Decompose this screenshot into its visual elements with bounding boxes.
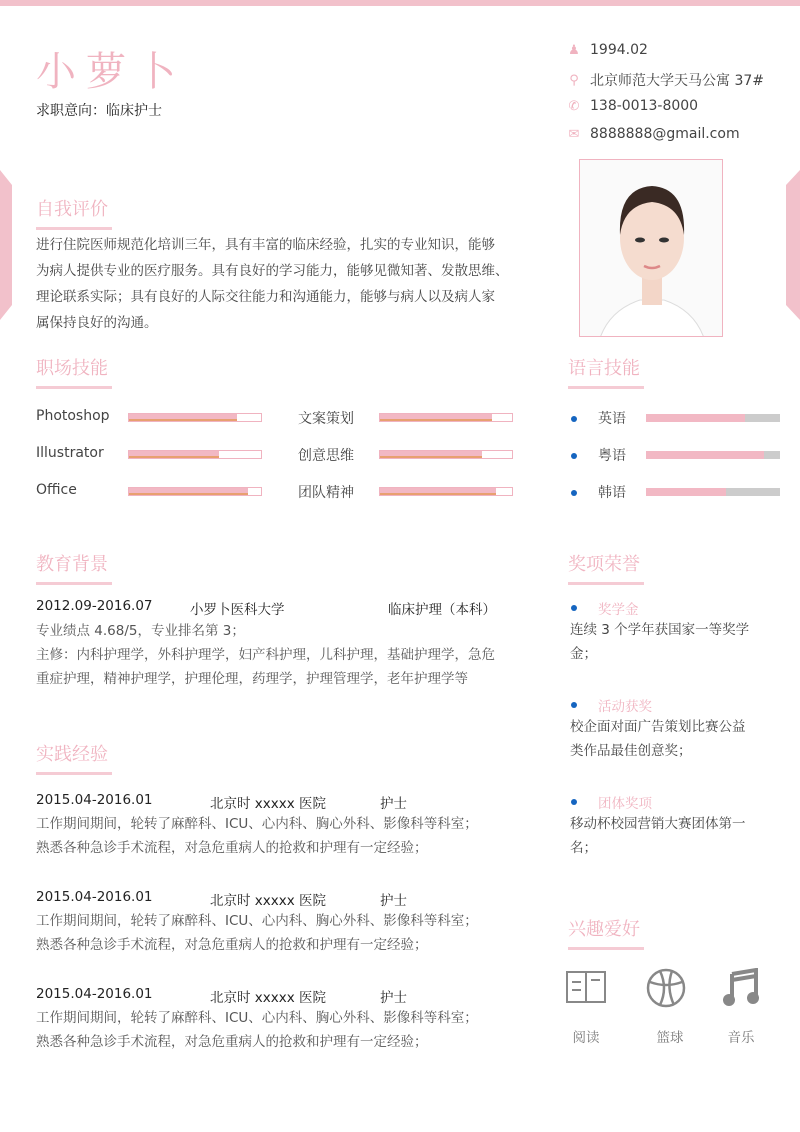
award-title: 活动获奖 <box>598 699 652 715</box>
text-line: 为病人提供专业的医疗服务。具有良好的学习能力，能够见微知著、发散思维、 <box>36 263 509 279</box>
language-label: 韩语 <box>598 485 626 501</box>
bullet-icon <box>571 702 577 708</box>
skill-label: Illustrator <box>36 445 104 461</box>
skill-bar-fill <box>380 414 492 421</box>
exp-detail: 工作期间期间，轮转了麻醉科、ICU、心内科、胸心外科、影像科等科室； <box>36 816 478 832</box>
skill-label: 创意思维 <box>298 448 354 464</box>
text-line: 理论联系实际；具有良好的人际交往能力和沟通能力，能够与病人以及病人家 <box>36 289 495 305</box>
skill-bar-fill <box>380 488 496 495</box>
hobby-label: 篮球 <box>656 1030 684 1046</box>
phone-text: 138-0013-8000 <box>590 98 699 114</box>
edu-details <box>36 619 526 691</box>
language-bar-fill <box>646 488 726 496</box>
section-title-education: 教育背景 <box>36 550 112 585</box>
address-text: 北京师范大学天马公寓 37# <box>590 73 764 89</box>
skill-label: Office <box>36 482 77 498</box>
contact-address <box>566 70 764 90</box>
exp-detail: 熟悉各种急诊手术流程，对急危重病人的抢救和护理有一定经验； <box>36 937 428 953</box>
language-label: 英语 <box>598 411 626 427</box>
book-icon <box>566 970 606 1004</box>
award-detail: 连续 3 个学年获国家一等奖学 <box>570 622 750 638</box>
self-eval-text <box>36 232 526 336</box>
text-line: 属保持良好的沟通。 <box>36 315 158 331</box>
bullet-icon <box>571 416 577 422</box>
job-intent-label: 求职意向： <box>36 103 106 119</box>
top-accent-bar <box>0 0 800 6</box>
contact-phone <box>566 98 698 114</box>
skill-bar <box>128 450 262 459</box>
section-title-hobbies: 兴趣爱好 <box>568 915 644 950</box>
exp-role: 护士 <box>380 990 407 1006</box>
language-bar <box>646 488 780 496</box>
skill-bar-fill <box>129 414 237 421</box>
hobby-reading <box>566 970 606 1008</box>
section-title-self-eval: 自我评价 <box>36 195 112 230</box>
skill-bar-fill <box>380 451 482 458</box>
section-title-awards: 奖项荣誉 <box>568 550 644 585</box>
award-title: 团体奖项 <box>598 796 652 812</box>
language-bar <box>646 451 780 459</box>
edu-period: 2012.09-2016.07 <box>36 598 153 614</box>
email-text: 8888888@gmail.com <box>590 126 740 142</box>
hobby-label: 音乐 <box>727 1030 755 1046</box>
award-detail: 移动杯校园营销大赛团体第一 <box>570 816 746 832</box>
music-icon <box>722 968 762 1008</box>
job-intent <box>36 100 162 120</box>
location-pin-icon: ⚲ <box>569 72 579 88</box>
candidate-name: 小萝卜 <box>36 49 186 95</box>
section-title-skills: 职场技能 <box>36 354 112 389</box>
skill-bar <box>128 487 262 496</box>
exp-role: 护士 <box>380 796 407 812</box>
skill-label: 团队精神 <box>298 485 354 501</box>
text-line: 主修：内科护理学，外科护理学，妇产科护理，儿科护理，基础护理学，急危 <box>36 647 495 663</box>
award-detail: 名； <box>570 840 597 856</box>
skill-bar-fill <box>129 451 219 458</box>
text-line: 进行住院医师规范化培训三年，具有丰富的临床经验，扎实的专业知识，能够 <box>36 237 495 253</box>
job-intent-value: 临床护士 <box>106 103 162 119</box>
left-decoration <box>0 170 12 320</box>
language-label: 粤语 <box>598 448 626 464</box>
skill-bar <box>128 413 262 422</box>
exp-detail: 工作期间期间，轮转了麻醉科、ICU、心内科、胸心外科、影像科等科室； <box>36 1010 478 1026</box>
skill-bar-fill <box>129 488 248 495</box>
contact-birth <box>566 42 648 58</box>
skill-label: Photoshop <box>36 408 110 424</box>
language-bar-fill <box>646 451 764 459</box>
award-detail: 金； <box>570 646 597 662</box>
profile-photo <box>579 159 723 337</box>
skill-bar <box>379 450 513 459</box>
bullet-icon <box>571 605 577 611</box>
bullet-icon <box>571 799 577 805</box>
contact-email <box>566 126 740 142</box>
exp-org: 北京时 xxxxx 医院 <box>210 893 327 909</box>
phone-icon: ✆ <box>568 98 580 114</box>
birth-text: 1994.02 <box>590 42 648 58</box>
edu-major: 临床护理（本科） <box>388 602 496 618</box>
bullet-icon <box>571 490 577 496</box>
section-title-experience: 实践经验 <box>36 740 112 775</box>
award-title: 奖学金 <box>598 602 639 618</box>
skill-bar <box>379 487 513 496</box>
exp-detail: 熟悉各种急诊手术流程，对急危重病人的抢救和护理有一定经验； <box>36 840 428 856</box>
bullet-icon <box>571 453 577 459</box>
text-line: 重症护理，精神护理学，护理伦理，药理学，护理管理学，老年护理学等 <box>36 671 468 687</box>
exp-org: 北京时 xxxxx 医院 <box>210 796 327 812</box>
person-icon: ♟ <box>568 42 580 58</box>
right-decoration <box>786 170 800 320</box>
hobby-label: 阅读 <box>572 1030 600 1046</box>
text-line: 专业绩点 4.68/5，专业排名第 3； <box>36 623 245 639</box>
award-detail: 类作品最佳创意奖； <box>570 743 692 759</box>
exp-detail: 熟悉各种急诊手术流程，对急危重病人的抢救和护理有一定经验； <box>36 1034 428 1050</box>
mail-icon: ✉ <box>568 126 580 142</box>
exp-period: 2015.04-2016.01 <box>36 792 153 808</box>
skill-bar <box>379 413 513 422</box>
skill-label: 文案策划 <box>298 411 354 427</box>
hobby-basketball <box>646 968 686 1012</box>
language-bar-fill <box>646 414 745 422</box>
exp-detail: 工作期间期间，轮转了麻醉科、ICU、心内科、胸心外科、影像科等科室； <box>36 913 478 929</box>
hobby-music <box>722 968 762 1012</box>
edu-school: 小罗卜医科大学 <box>190 602 285 618</box>
basketball-icon <box>646 968 686 1008</box>
section-title-languages: 语言技能 <box>568 354 644 389</box>
exp-period: 2015.04-2016.01 <box>36 986 153 1002</box>
language-bar <box>646 414 780 422</box>
exp-role: 护士 <box>380 893 407 909</box>
exp-period: 2015.04-2016.01 <box>36 889 153 905</box>
exp-org: 北京时 xxxxx 医院 <box>210 990 327 1006</box>
award-detail: 校企面对面广告策划比赛公益 <box>570 719 746 735</box>
